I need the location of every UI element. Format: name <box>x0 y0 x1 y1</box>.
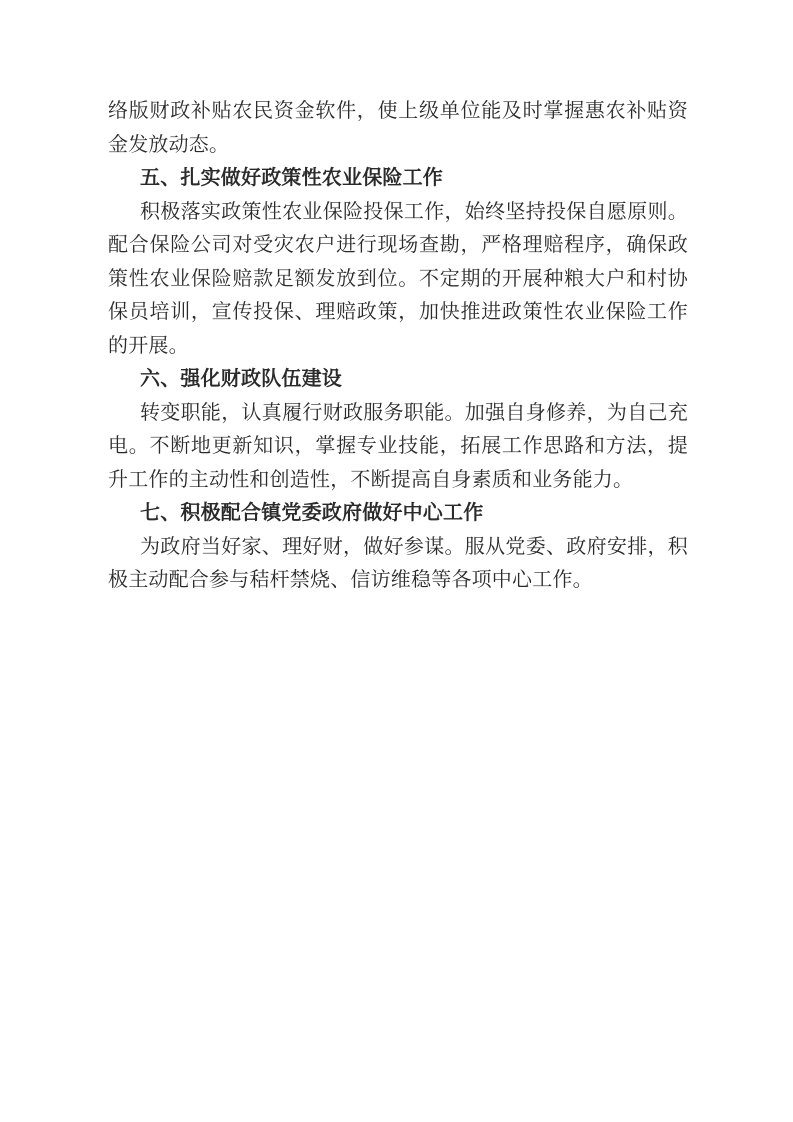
section-heading-team-building: 六、强化财政队伍建设 <box>140 366 342 390</box>
section-body-agri-insurance: 积极落实政策性农业保险投保工作，始终坚持投保自愿原则。配合保险公司对受灾农户进行现场查勘，严格理赔程序，确保政策性农业保险赔款足额发放到位。不定期的开展种粮大户和村协保员培训，宣传投保、理赔政策，加快推进政策性农业保险工作的开展。 <box>108 198 688 357</box>
section-body-team-building: 转变职能，认真履行财政服务职能。加强自身修养，为自己充电。不断地更新知识，掌握专业技能，拓展工作思路和方法，提升工作的主动性和创造性，不断提高自身素质和业务能力。 <box>108 399 688 491</box>
section-heading-agri-insurance: 五、扎实做好政策性农业保险工作 <box>140 165 443 189</box>
section-heading-central-work: 七、积极配合镇党委政府做好中心工作 <box>140 500 484 524</box>
intro-paragraph: 络版财政补贴农民资金软件，使上级单位能及时掌握惠农补贴资金发放动态。 <box>108 98 688 156</box>
section-body-central-work: 为政府当好家、理好财，做好参谋。服从党委、政府安排，积极主动配合参与秸杆禁烧、信访维稳等各项中心工作。 <box>108 533 688 591</box>
document-page <box>108 94 688 597</box>
